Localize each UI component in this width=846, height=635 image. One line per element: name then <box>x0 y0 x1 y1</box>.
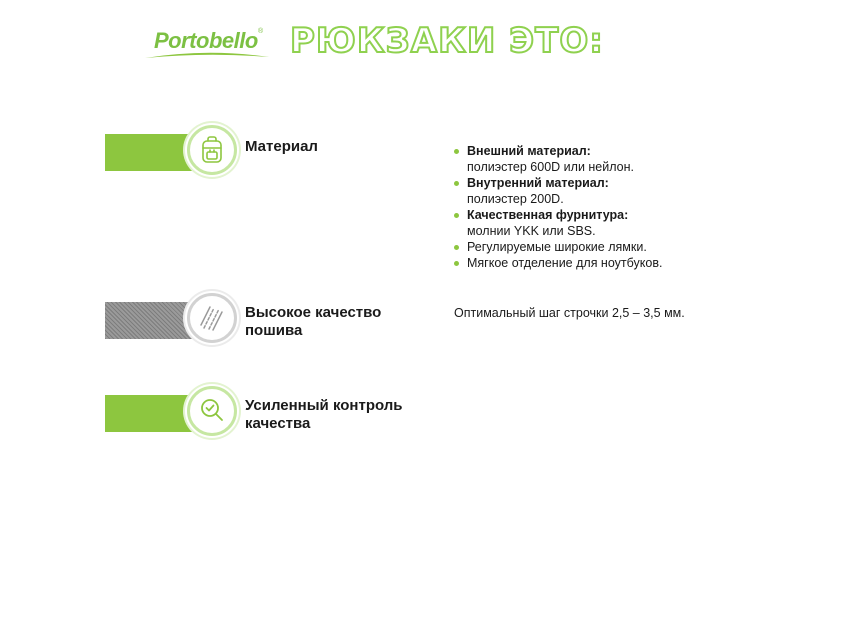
detail-label: Качественная фурнитура: <box>467 208 629 222</box>
feature-material <box>105 125 425 181</box>
feature-badge <box>187 386 237 436</box>
brand-logo <box>143 26 271 62</box>
detail-text: Мягкое отделение для ноутбуков. <box>467 256 663 270</box>
logo-swoosh-icon <box>143 50 271 60</box>
feature-title: Высокое качество пошива <box>245 304 382 339</box>
logo-registered-mark: ® <box>258 28 264 35</box>
detail-text: молнии YKK или SBS. <box>467 224 596 238</box>
backpack-icon <box>199 136 225 164</box>
list-item <box>453 239 783 255</box>
feature-title: Усиленный контроль качества <box>245 397 403 432</box>
detail-text: полиэстер 200D. <box>467 192 564 206</box>
feature-quality-control <box>105 386 425 442</box>
feature-badge <box>187 125 237 175</box>
feature-stitching <box>105 293 425 349</box>
feature-title: Материал <box>245 138 318 155</box>
list-item <box>453 175 783 207</box>
list-item <box>453 255 783 271</box>
detail-label: Внутренний материал: <box>467 176 609 190</box>
detail-text: полиэстер 600D или нейлон. <box>467 160 634 174</box>
list-item <box>453 207 783 239</box>
detail-text: Регулируемые широкие лямки. <box>467 240 647 254</box>
material-details-list <box>453 143 783 271</box>
stitch-note: Оптимальный шаг строчки 2,5 – 3,5 мм. <box>454 306 685 320</box>
magnifier-check-icon <box>198 397 226 425</box>
page-headline: РЮКЗАКИ ЭТО: <box>290 21 604 61</box>
detail-label: Внешний материал: <box>467 144 591 158</box>
list-item <box>453 143 783 175</box>
feature-badge <box>187 293 237 343</box>
stitching-icon <box>198 304 226 332</box>
logo-text: Portobello <box>154 28 258 53</box>
